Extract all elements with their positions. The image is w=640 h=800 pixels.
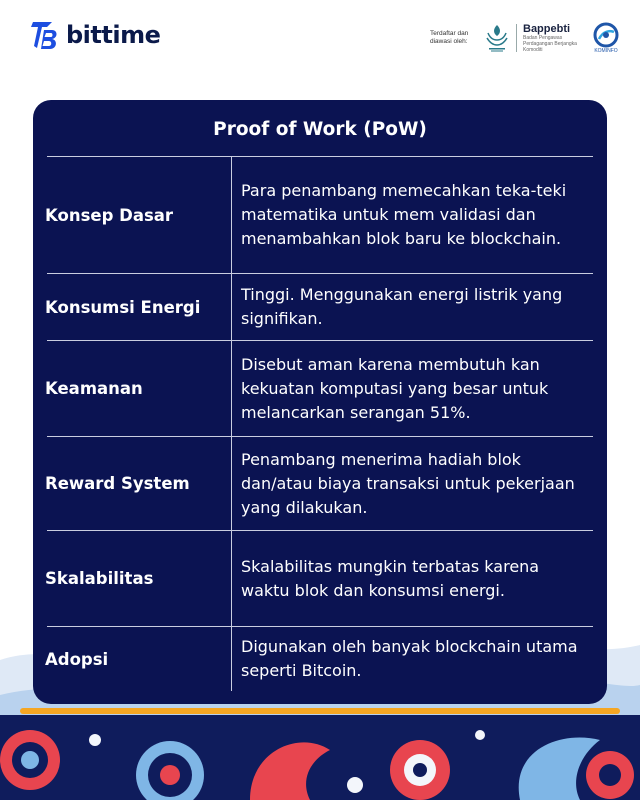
row-label-keamanan: Keamanan — [45, 379, 143, 398]
column-divider — [231, 157, 232, 691]
row-label-konsep-dasar: Konsep Dasar — [45, 205, 174, 225]
divider — [516, 24, 517, 52]
row-label-adopsi: Adopsi — [45, 649, 109, 669]
row-desc-keamanan: Disebut aman karena membutuh kan kekuatan komputasi yang besar untuk melancarkan serangan 51%. — [241, 354, 549, 422]
row-desc-adopsi: Digunakan oleh banyak blockchain utama seperti Bitcoin. — [241, 637, 578, 680]
brand[interactable] — [30, 18, 160, 52]
kominfo-logo-icon — [593, 22, 619, 48]
kominfo-label: KOMINFO — [594, 48, 618, 54]
card-title: Proof of Work (PoW) — [213, 119, 427, 140]
kominfo-logo — [593, 22, 619, 54]
registered-text: Terdaftar dan diawasi oleh: — [430, 30, 469, 45]
row-desc-konsep-dasar: Para penambang memecahkan teka-teki matematika untuk mem validasi dan menambahkan blok baru ke blockchain. — [241, 181, 567, 248]
bappebti-logo — [523, 23, 581, 53]
bappebti-name: Bappebti — [523, 23, 571, 35]
bappebti-subtitle: Badan Pengawas Perdagangan Berjangka Komoditi — [523, 35, 577, 53]
header — [0, 0, 640, 80]
row-label-skalabilitas: Skalabilitas — [45, 569, 154, 588]
brand-name: bittime — [66, 21, 161, 49]
row-label-konsumsi-energi: Konsumsi Energi — [45, 297, 201, 317]
regulator-block — [430, 22, 619, 54]
pow-table-card — [33, 100, 607, 704]
row-desc-konsumsi-energi: Tinggi. Menggunakan energi listrik yang signifikan. — [241, 285, 563, 328]
row-desc-reward-system: Penambang menerima hadiah blok dan/atau biaya transaksi untuk pekerjaan yang dilakukan. — [241, 449, 575, 517]
bittime-logo-icon — [30, 18, 60, 52]
row-label-reward-system: Reward System — [45, 474, 190, 493]
kemendag-emblem-icon — [484, 23, 510, 53]
row-desc-skalabilitas: Skalabilitas mungkin terbatas karena waktu blok dan konsumsi energi. — [241, 556, 540, 600]
